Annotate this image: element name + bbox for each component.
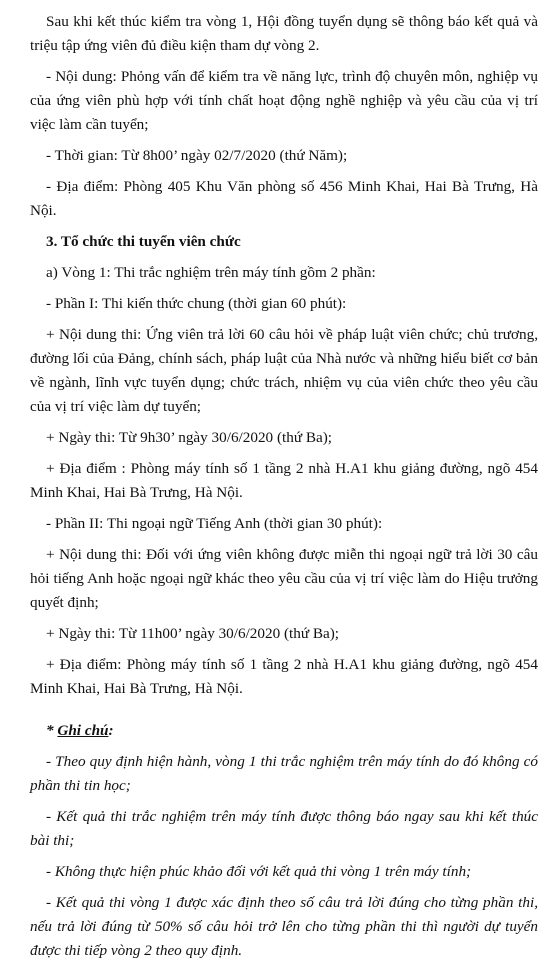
note-item: - Kết quả thi vòng 1 được xác định theo số câu trả lời đúng cho từng phần thi, nếu trả lời đúng từ 50% số câu hỏi trở lên cho từng phần thi thì người dự tuyển được thi tiếp vòng 2 theo quy định.: [30, 894, 538, 959]
paragraph: a) Vòng 1: Thi trắc nghiệm trên máy tính gồm 2 phần:: [46, 264, 376, 281]
paragraph: + Địa điểm: Phòng máy tính số 1 tầng 2 nhà H.A1 khu giảng đường, ngõ 454 Minh Khai, Hai Bà Trưng, Hà Nội.: [30, 656, 538, 697]
note-colon: :: [108, 722, 114, 739]
note-item: - Không thực hiện phúc khảo đối với kết quả thi vòng 1 trên máy tính;: [46, 863, 472, 880]
section-heading: 3. Tổ chức thi tuyển viên chức: [46, 233, 241, 250]
paragraph: Sau khi kết thúc kiểm tra vòng 1, Hội đồng tuyển dụng sẽ thông báo kết quả và triệu tập ứng viên đủ điều kiện tham dự vòng 2.: [30, 13, 538, 54]
paragraph: - Nội dung: Phỏng vấn để kiểm tra về năng lực, trình độ chuyên môn, nghiệp vụ của ứng viên phù hợp với tính chất hoạt động nghề nghiệp và yêu cầu của vị trí việc làm cần tuyển;: [30, 68, 538, 133]
paragraph: + Địa điểm : Phòng máy tính số 1 tầng 2 nhà H.A1 khu giảng đường, ngõ 454 Minh Khai, Hai Bà Trưng, Hà Nội.: [30, 460, 538, 501]
note-item: - Kết quả thi trắc nghiệm trên máy tính được thông báo ngay sau khi kết thúc bài thi;: [30, 808, 538, 849]
paragraph: + Nội dung thi: Ứng viên trả lời 60 câu hỏi về pháp luật viên chức; chủ trương, đường lối của Đảng, chính sách, pháp luật của Nhà nước và những hiểu biết cơ bản về ngành, lĩnh vực tuyển dụng; chức trách, nhiệm vụ của viên chức theo yêu cầu của vị trí việc làm dự tuyển;: [30, 326, 538, 415]
paragraph: + Ngày thi: Từ 9h30’ ngày 30/6/2020 (thứ Ba);: [46, 429, 332, 446]
paragraph: - Thời gian: Từ 8h00’ ngày 02/7/2020 (thứ Năm);: [46, 147, 348, 164]
note-item: - Theo quy định hiện hành, vòng 1 thi trắc nghiệm trên máy tính do đó không có phần thi tin học;: [30, 753, 538, 794]
note-prefix: *: [46, 722, 58, 739]
paragraph: - Phần I: Thi kiến thức chung (thời gian 60 phút):: [46, 295, 347, 312]
paragraph: - Phần II: Thi ngoại ngữ Tiếng Anh (thời gian 30 phút):: [46, 515, 383, 532]
paragraph: - Địa điểm: Phòng 405 Khu Văn phòng số 456 Minh Khai, Hai Bà Trưng, Hà Nội.: [30, 178, 538, 219]
paragraph: + Nội dung thi: Đối với ứng viên không được miễn thi ngoại ngữ trả lời 30 câu hỏi tiếng Anh hoặc ngoại ngữ khác theo yêu cầu của vị trí việc làm do Hiệu trưởng quyết định;: [30, 546, 538, 611]
note-title: [30, 719, 538, 743]
note-title-text: Ghi chú: [57, 722, 109, 739]
paragraph: + Ngày thi: Từ 11h00’ ngày 30/6/2020 (thứ Ba);: [46, 625, 340, 642]
